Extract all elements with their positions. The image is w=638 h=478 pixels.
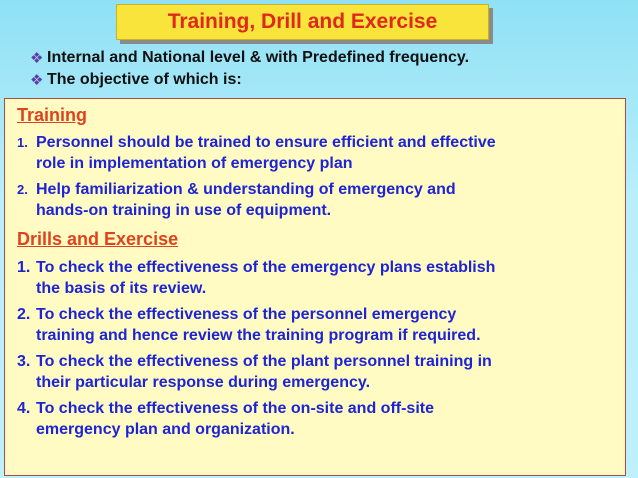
item-text [36,257,615,299]
item-line: hands-on training in use of equipment. [36,202,332,219]
diamond-bullet-icon: ❖ [30,72,44,89]
bullet-text: Internal and National level & with Predefined frequency. [47,49,470,66]
item-line: their particular response during emergency. [36,374,371,391]
item-text [36,398,615,440]
item-number: 1. [17,135,28,150]
drills-item [17,351,615,393]
item-text [36,351,615,393]
item-line: Help familiarization & understanding of emergency and [36,181,456,198]
training-list [17,132,615,221]
content-panel [4,98,626,476]
intro-bullet [30,47,620,69]
item-number: 3. [17,353,31,370]
training-heading: Training [17,105,88,125]
item-number: 1. [17,259,31,276]
item-number: 2. [17,306,31,323]
item-number: 2. [17,182,28,197]
item-line: Personnel should be trained to ensure efficient and effective [36,134,496,151]
item-text [36,304,615,346]
item-line: To check the effectiveness of the on-site and off-site [36,400,434,417]
drills-list [17,257,615,440]
drills-item [17,304,615,346]
slide-title: Training, Drill and Exercise [167,10,438,33]
drills-heading: Drills and Exercise [17,229,179,249]
item-line: To check the effectiveness of the personnel emergency [36,306,457,323]
training-item [17,132,615,174]
item-line: training and hence review the training program if required. [36,327,481,344]
item-line: the basis of its review. [36,280,207,297]
intro-bullet [30,69,620,91]
item-text [36,132,615,174]
bullet-text: The objective of which is: [47,71,242,88]
item-line: To check the effectiveness of the plant personnel training in [36,353,492,370]
diamond-bullet-icon: ❖ [30,50,44,67]
drills-item [17,398,615,440]
drills-item [17,257,615,299]
item-line: emergency plan and organization. [36,421,295,438]
item-line: role in implementation of emergency plan [36,155,353,172]
item-text [36,179,615,221]
intro-bullets [30,47,620,91]
title-box [116,4,489,40]
item-line: To check the effectiveness of the emergency plans establish [36,259,496,276]
item-number: 4. [17,400,31,417]
training-item [17,179,615,221]
